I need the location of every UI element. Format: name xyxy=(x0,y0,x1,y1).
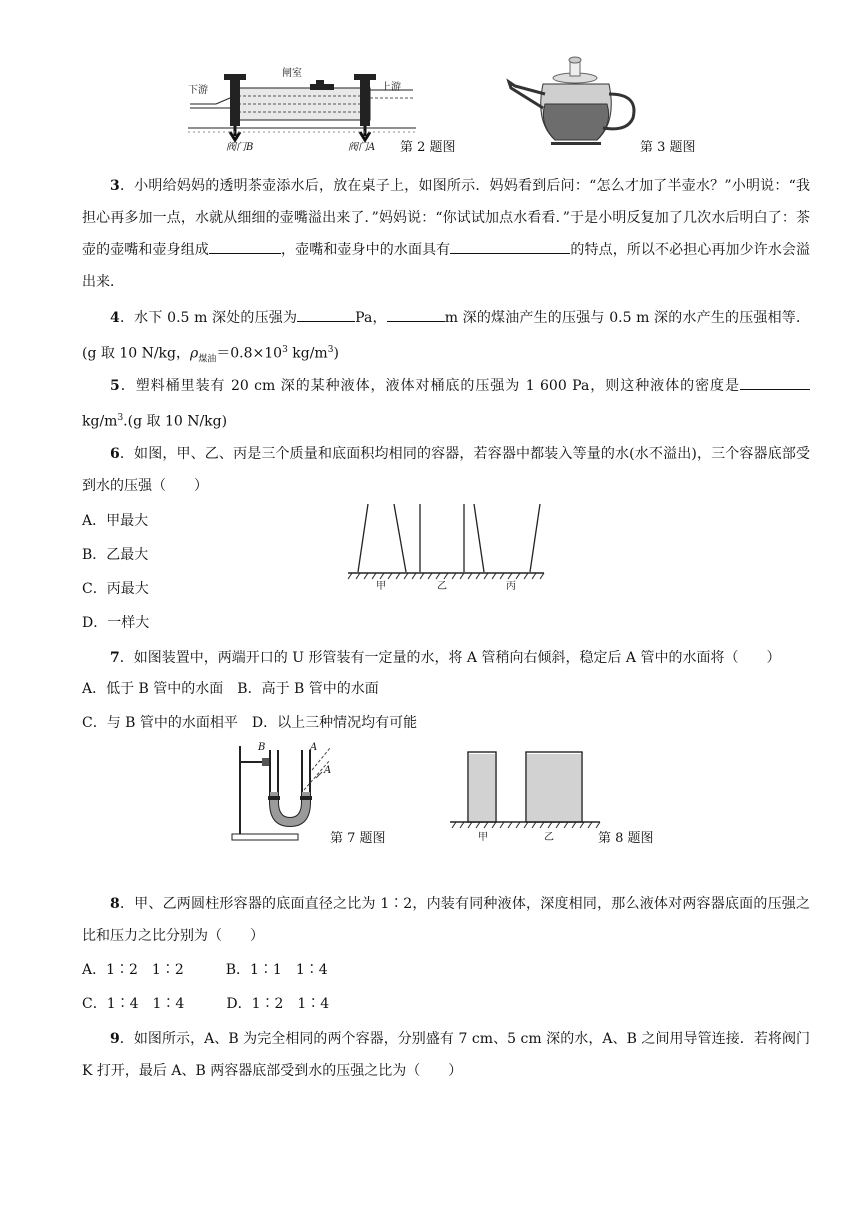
rho-symbol: ρ xyxy=(190,345,199,362)
question-7-number: 7 xyxy=(110,650,120,666)
figure-2-caption: 第 2 题图 xyxy=(400,140,456,155)
question-6-number: 6 xyxy=(110,446,120,462)
tube-a-tilted-label: A xyxy=(324,765,332,776)
question-3-blank-1[interactable] xyxy=(209,237,281,254)
question-7-text: ．如图装置中，两端开口的 U 形管装有一定量的水，将 A 管稍向右倾斜，稳定后 A 管中的水面将（ ） xyxy=(119,650,781,666)
question-4-blank-2[interactable] xyxy=(387,305,445,322)
lock-upstream-label: 上游 xyxy=(381,82,401,93)
question-8-options-ab[interactable]: A．1∶2 1∶2 B．1∶1 1∶4 xyxy=(82,962,328,978)
container-yi-label: 乙 xyxy=(437,581,447,592)
question-8-options-cd[interactable]: C．1∶4 1∶4 D．1∶2 1∶4 xyxy=(82,996,330,1012)
question-4-text-4: ＝0.8×10 xyxy=(216,345,283,362)
question-4-text-5: kg/m xyxy=(287,345,328,362)
question-3-text-2: ，壶嘴和壶身中的水面具有 xyxy=(280,242,451,258)
question-5-blank[interactable] xyxy=(740,373,810,390)
tube-b-label: B xyxy=(258,742,266,753)
lock-downstream-label: 下游 xyxy=(188,85,208,96)
u-tube-apparatus xyxy=(228,742,338,847)
question-7-options-cd[interactable]: C．与 B 管中的水面相平 D．以上三种情况均有可能 xyxy=(82,715,418,731)
cylinder-jia-label: 甲 xyxy=(478,832,488,843)
question-5 xyxy=(82,370,810,438)
question-8 xyxy=(82,888,810,952)
question-5-number: 5 xyxy=(110,378,120,394)
two-cylinders-diagram xyxy=(450,748,600,828)
container-bing-label: 丙 xyxy=(506,581,516,592)
question-3-blank-2[interactable] xyxy=(450,237,570,254)
question-4-exponent-2: 3 xyxy=(327,345,334,355)
question-5-text-2: kg/m xyxy=(82,413,118,430)
question-4-blank-1[interactable] xyxy=(297,305,355,322)
question-8-number: 8 xyxy=(110,896,120,912)
question-4-text-3: m 深的煤油产生的压强与 0.5 m 深的水产生的压强相等．(g 取 10 N/kg， xyxy=(82,310,810,362)
three-containers-diagram xyxy=(348,500,548,580)
figure-3-caption: 第 3 题图 xyxy=(640,140,696,155)
question-6-option-d[interactable]: D．一样大 xyxy=(82,615,150,631)
rho-subscript: 煤油 xyxy=(198,354,217,365)
question-8-text: ．甲、乙两圆柱形容器的底面直径之比为 1∶2，内装有同种液体，深度相同，那么液体对两容器底面的压强之比和压力之比分别为（ ） xyxy=(82,896,810,944)
question-3-text-1: ．小明给妈妈的透明茶壶添水后，放在桌子上，如图所示．妈妈看到后问：“怎么才加了半壶水？”小明说：“我担心再多加一点，水就从细细的壶嘴溢出来了．”妈妈说：“你试试加点水看看．”于是小明反复加了几次水后明白了：茶壶的壶嘴和壶身组成 xyxy=(82,178,810,258)
question-3-text-3: 的特点，所以不必担心再加少许水会溢出来． xyxy=(82,242,811,290)
question-6-option-b[interactable]: B．乙最大 xyxy=(82,547,149,563)
question-9-text: ．如图所示，A、B 为完全相同的两个容器，分别盛有 7 cm、5 cm 深的水，A、B 之间用导管连接．若将阀门 K 打开，最后 A、B 两容器底部受到水的压强之比为（ ） xyxy=(82,1031,810,1079)
question-7-options-ab[interactable]: A．低于 B 管中的水面 B．高于 B 管中的水面 xyxy=(82,681,379,697)
question-5-text-3: .(g 取 10 N/kg) xyxy=(123,413,228,430)
question-3 xyxy=(82,170,810,298)
question-6-option-a[interactable]: A．甲最大 xyxy=(82,513,149,529)
question-4 xyxy=(82,302,810,375)
question-5-text-1: ．塑料桶里装有 20 cm 深的某种液体，液体对桶底的压强为 1 600 Pa，则这种液体的密度是 xyxy=(119,378,740,394)
question-7 xyxy=(82,642,810,674)
question-6-text: ．如图，甲、乙、丙是三个质量和底面积均相同的容器，若容器中都装入等量的水(水不溢出)，三个容器底部受到水的压强（ ） xyxy=(82,446,810,494)
lock-chamber-label: 闸室 xyxy=(282,68,302,79)
tube-a-label: A xyxy=(310,742,318,753)
figure-7-caption: 第 7 题图 xyxy=(330,831,386,846)
question-4-text-6: ) xyxy=(333,345,339,362)
cylinder-yi-label: 乙 xyxy=(544,832,554,843)
question-4-exponent: 3 xyxy=(282,345,288,355)
question-9-number: 9 xyxy=(110,1031,120,1047)
question-4-text-2: Pa， xyxy=(355,310,387,326)
question-5-exponent: 3 xyxy=(117,413,124,423)
question-3-number: 3 xyxy=(110,178,120,194)
question-4-number: 4 xyxy=(110,310,120,326)
figure-8-caption: 第 8 题图 xyxy=(598,831,654,846)
container-jia-label: 甲 xyxy=(376,581,386,592)
question-6 xyxy=(82,438,810,502)
question-4-text-1: ．水下 0.5 m 深处的压强为 xyxy=(119,310,298,326)
question-6-option-c[interactable]: C．丙最大 xyxy=(82,581,149,597)
valve-b-label: 阀门B xyxy=(226,142,254,153)
valve-a-label: 阀门A xyxy=(348,142,376,153)
question-9 xyxy=(82,1023,810,1087)
teapot-illustration xyxy=(505,52,645,147)
